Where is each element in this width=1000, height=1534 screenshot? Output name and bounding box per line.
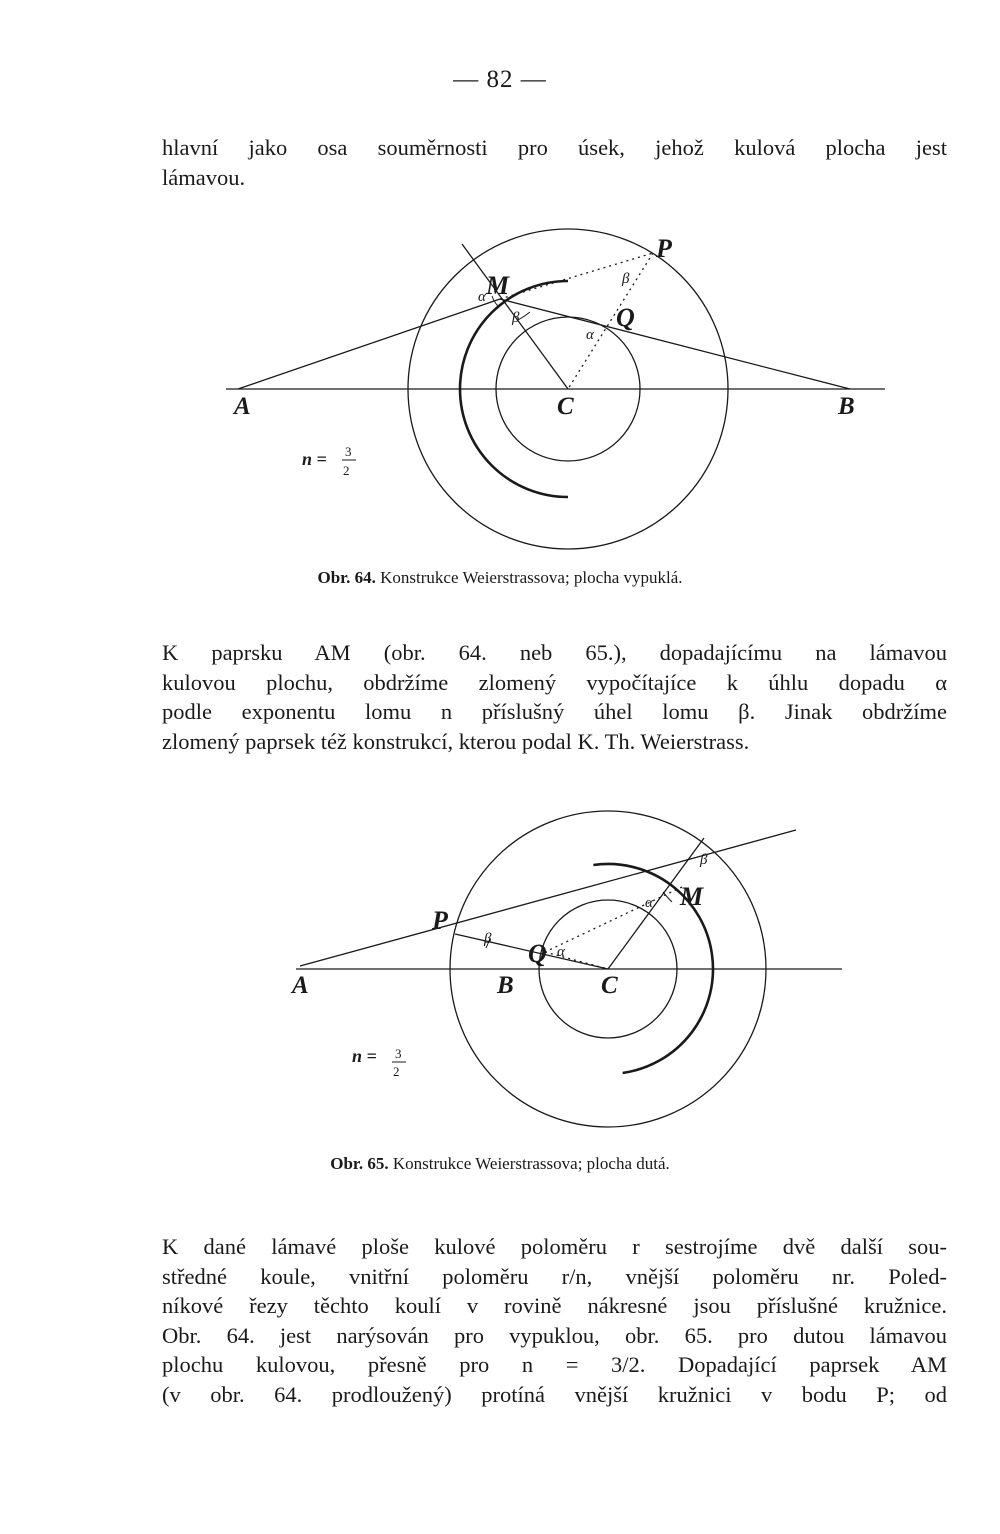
text-line: níkové řezy těchto koulí v rovině nákresné jsou příslušné kružnice. [162,1293,947,1318]
label-beta: β [484,931,492,947]
text-line: zlomený paprsek též konstrukcí, kterou podal K. Th. Weierstrass. [162,728,750,754]
line-pc [568,253,653,389]
paragraph-construction [162,1232,947,1409]
line-qc [545,952,608,969]
label-a: A [234,393,251,420]
text-line: Obr. 64. jest narýsován pro vypuklou, obr. 65. pro dutou lámavou [162,1322,947,1348]
caption-number: Obr. 65. [330,1154,389,1173]
angle-arc-beta [518,312,530,320]
label-alpha: α [478,289,486,305]
label-p: P [656,234,672,263]
label-c: C [557,393,574,420]
label-m: M [680,882,704,911]
figure-65-diagram [0,810,1000,1160]
n-denominator: 2 [343,463,350,478]
label-alpha: α [645,895,653,911]
label-beta: β [512,310,520,326]
n-denominator: 2 [393,1064,400,1079]
text-line: K paprsku AM (obr. 64. neb 65.), dopadajícímu na lámavou [162,640,947,665]
n-label: n = [302,449,327,469]
label-c: C [601,972,618,999]
label-b: B [497,972,514,999]
text-line: (v obr. 64. prodloužený) protíná vnější kružnici v bodu P; od [162,1381,947,1407]
ray-mb [500,299,850,389]
paragraph-intro [162,133,947,192]
text-line: lámavou. [162,164,246,190]
n-numerator: 3 [345,444,352,459]
text-line: středné koule, vnitřní poloměru r/n, vnější poloměru nr. Poled- [162,1263,947,1289]
figure-64-caption [0,568,1000,588]
text-line: hlavní jako osa souměrnosti pro úsek, jehož kulová plocha jest [162,135,947,160]
text-line: K dané lámavé ploše kulové poloměru r sestrojíme dvě další sou- [162,1234,947,1259]
caption-text: Konstrukce Weierstrassova; plocha vypuklá. [380,568,683,587]
text-line: kulovou plochu, obdržíme zlomený vypočítajíce k úhlu dopadu α [162,669,947,695]
figure-65-caption [0,1154,1000,1174]
page-number: — 82 — [453,66,547,93]
angle-arc-alpha [663,892,672,902]
text-line: podle exponentu lomu n příslušný úhel lomu β. Jinak obdržíme [162,699,947,724]
label-beta-2: β [622,271,630,287]
label-q: Q [616,303,635,332]
label-beta-2: β [700,852,708,868]
label-m: M [486,271,510,300]
label-alpha-2: α [586,327,594,343]
caption-number: Obr. 64. [317,568,376,587]
caption-text: Konstrukce Weierstrassova; plocha dutá. [392,1154,670,1173]
n-numerator: 3 [395,1046,402,1061]
label-q: Q [528,939,547,968]
label-b: B [838,393,855,420]
n-label: n = [352,1046,377,1066]
label-alpha-2: α [557,944,565,960]
label-a: A [292,972,309,999]
text-line: plochu kulovou, přesně pro n = 3/2. Dopadající paprsek AM [162,1352,947,1377]
figure-64-diagram [0,210,1000,570]
label-p: P [432,906,448,935]
paragraph-weierstrass [162,638,947,756]
ray-incident [300,830,796,966]
